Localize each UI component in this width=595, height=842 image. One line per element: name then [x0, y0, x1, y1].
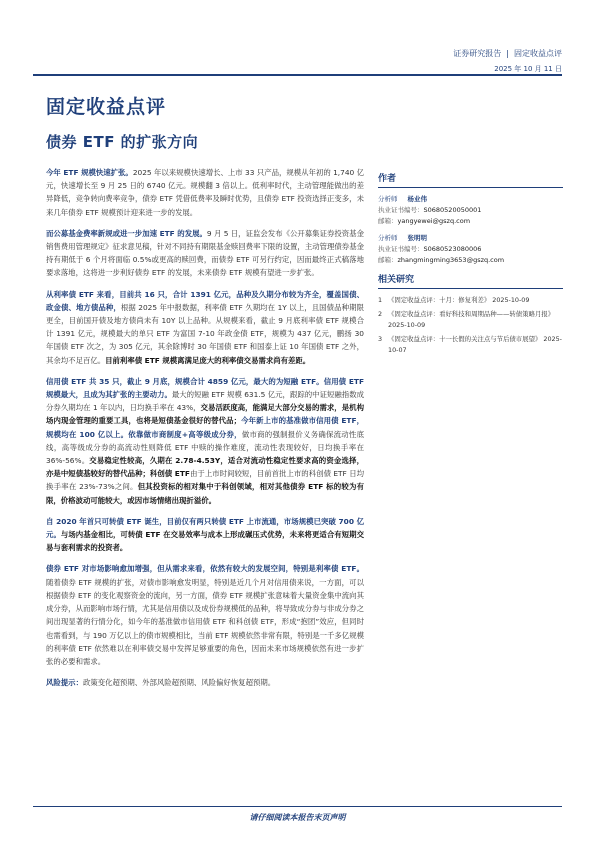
license-number: S0680523080006	[423, 245, 482, 253]
paragraph-text: 由于上市时间较短，目前首批上市的科创债 ETF 日均换手率在 23%-73%之间。	[46, 469, 365, 492]
paragraph-lead: 债券 ETF 对市场影响愈加增强，但从需求来看，依然有较大的发展空间，特别是利率债 ETF。	[46, 564, 364, 574]
analyst-email-row	[378, 216, 563, 227]
paragraph-emphasis: 但其投资标的相对集中于科创领域，相对其他债券 ETF 标的较为有限，价格波动可能较大，或因市场情绪出现折溢价。	[46, 482, 364, 505]
paragraph-lead: 自 2020 年首只可转债 ETF 诞生，目前仅有两只转债 ETF 上市流通，市场规模已突破 700 亿元。	[46, 516, 364, 540]
analyst-email-link[interactable]: yangyewei@gszq.com	[397, 217, 471, 225]
sidebar	[378, 171, 563, 359]
paragraph-market-impact	[46, 562, 364, 668]
paragraph-text: 2025 年以来规模快速增长、上市 33 只产品，规模从年初的 1,740 亿元，快速增长至 9 月 25 日的 6740 亿元。规模翻 3 倍以上。低利率时代，主动管理能做出的差异降低，竞争转向费率竞争，债券 ETF 凭借低费率及瞬时优势，且债券 ETF 投资选择正变多，未来几年债券 ETF 规模预计迎来进一步的发展。	[46, 168, 364, 217]
paragraph-text: 做市商的强制报价义务确保流动性底线，高等级成分券的高流动性则降低 ETF 中赎的操作难度，流动性表现较好，日均换手率在 36%-56%。	[46, 429, 364, 466]
report-type: 固定收益点评	[46, 96, 167, 118]
paragraph-text: 根据 2025 年中报数据，利率债 ETF 久期均在 1Y 以上，且国债品种期限更全，目前国开债及地方债尚未有 10Y 以上品种。从规模来看，截止 9 月底利率债 ETF 规模合计 1391 亿元，规模最大的单只 ETF 为富国 7-10 年政金债 ETF，规模为 437 亿元，鹏扬 30 年国债 ETF 次之，为 305 亿元，其余除博时 30 年国债 ETF 和国泰上证 10 年国债 ETF 之外，其余均不足百亿。	[46, 302, 364, 365]
related-item-number: 3	[378, 335, 383, 343]
report-date: 2025 年 10 月 11 日	[494, 65, 562, 73]
analyst-email-row	[378, 255, 563, 266]
analyst-name: 张明明	[407, 234, 427, 242]
paragraph-emphasis: 今年新上市的基准做市信用债 ETF，规模均在 100 亿以上。依靠做市商制度+高等级成分券，	[46, 416, 364, 439]
related-item-text	[388, 309, 563, 331]
header-tag-separator: |	[506, 49, 509, 58]
paragraph-text: 随着债券 ETF 规模的扩张，对债市影响愈发明显，特别是近几个月对信用债来说，一方面，可以根据债券 ETF 的变化观察资金的流向，另一方面，债券 ETF 规模扩张意味着大量资金集中流向其成分券，从而影响市场行情，尤其是信用债以及成份券规模低的品种，将导致成分券与非成分券之间出现显著的行情分化，如今年的基准做市信用债 ETF 和科创债 ETF，形成“抱团”效应，但同时也需看到，与 190 万亿以上的债市规模相比，当前 ETF 规模依然非常有限，特别是一千多亿规模的利率债 ETF 依然难以在利率债交易中发挥足够重要的角色，因而未来市场规模依然有进一步扩张的必要和需求。	[46, 577, 364, 666]
email-label: 邮箱：	[378, 256, 398, 264]
paragraph-convertible-etf	[46, 515, 364, 555]
related-item-text	[388, 295, 529, 306]
email-label: 邮箱：	[378, 217, 398, 225]
related-item-title: 《固定收益点评：十一长假的关注点与节后债市展望》	[388, 335, 542, 343]
license-number: S0680520050001	[423, 206, 482, 214]
paragraph-text: 政策变化超预期、外部风险超预期、风险偏好恢复超预期。	[82, 678, 276, 688]
related-item-title: 《固定收益点评：十月：修复利差》	[388, 296, 491, 304]
related-item-number: 1	[378, 296, 383, 304]
paragraph-rate-bond-etf	[46, 288, 364, 367]
header-tag-right: 固定收益点评	[514, 49, 562, 58]
related-item-date: 2025-10-09	[492, 296, 530, 304]
analyst-name: 杨业伟	[407, 195, 427, 203]
paragraph-fee-rule	[46, 227, 364, 280]
analyst-name-row	[378, 194, 563, 205]
paragraph-emphasis: 交易活跃度高，能满足大部分交易的需求，是机构场内现金管理的重要工具，也将是短债基金很好的替代品；	[46, 403, 364, 426]
analyst-role: 分析师	[378, 195, 398, 203]
header-tag-left: 证券研究报告	[453, 49, 502, 58]
related-item-title: 《固定收益点评：看好科技和周期品种——转债策略月报》	[388, 310, 555, 318]
paragraph-lead: 从利率债 ETF 来看，目前共 16 只，合计 1391 亿元，品种及久期分布较为齐全，覆盖国债、政金债、地方债品种，	[46, 289, 364, 312]
analyst-email-link[interactable]: zhangmingming3653@gszq.com	[397, 256, 505, 264]
paragraph-risk-warning	[46, 676, 364, 689]
analyst-role: 分析师	[378, 234, 398, 242]
paragraph-emphasis: 与场内基金相比，可转债 ETF 在交易效率与成本上形成碾压式优势，未来将更适合有短期交易与套利需求的投资者。	[46, 530, 364, 553]
footer-disclaimer: 请仔细阅读本报告末页声明	[249, 813, 346, 822]
related-research-item[interactable]	[378, 334, 563, 356]
related-item-text	[388, 334, 563, 356]
analyst-card	[378, 233, 563, 266]
license-label: 执业证书编号：	[378, 245, 424, 253]
paragraph-lead: 今年 ETF 规模快速扩张。	[46, 168, 133, 177]
related-item-number: 2	[378, 310, 383, 318]
license-label: 执业证书编号：	[378, 206, 424, 214]
analyst-license-row	[378, 244, 563, 255]
paragraph-lead: 信用债 ETF 共 35 只，截止 9 月底，规模合计 4859 亿元，最大的为短融 ETF。信用债 ETF 规模最大，且成为其扩张的主要动力。	[46, 376, 364, 400]
main-body	[46, 166, 364, 697]
header-divider	[33, 74, 562, 76]
analyst-license-row	[378, 205, 563, 216]
related-research-heading: 相关研究	[378, 272, 563, 289]
related-item-date: 2025-10-07	[388, 335, 562, 354]
paragraph-lead: 风险提示：	[46, 678, 83, 688]
paragraph-text: 9 月 5 日，证监会发布《公开募集证券投资基金销售费用管理规定》征求意见稿，针对不同持有期限基金赎回费率下限的设置，主动管理债券基金持有期低于 6 个月将面临 0.5%或更高的赎回费，而债券 ETF 可另行约定，因而最终正式稿落地要求落地，这将进一步利好债券 ETF 的发展，未来债券 ETF 规模有望进一步扩张。	[46, 228, 364, 278]
paragraph-etf-growth	[46, 166, 364, 219]
related-research-item[interactable]	[378, 309, 563, 331]
paragraph-emphasis: 目前利率债 ETF 规模离满足庞大的利率债交易需求尚有差距。	[105, 355, 311, 365]
paragraph-lead: 而公募基金费率新规或进一步加速 ETF 的发展。	[46, 228, 207, 238]
paragraph-credit-bond-etf	[46, 375, 364, 507]
footer-divider	[33, 806, 562, 807]
analyst-name-row	[378, 233, 563, 244]
paragraph-emphasis: 交易稳定性较高，久期在 2.78-4.53Y，适合对流动性稳定性要求高的资金选择，亦是中短债基较好的替代品种；科创债 ETF	[46, 456, 364, 479]
report-title: 债券 ETF 的扩张方向	[46, 133, 199, 151]
paragraph-text: 最大的短融 ETF 规模 631.5 亿元，跟踪的中证短融指数成分券久期均在 1 年以内，日均换手率在 43%，	[46, 390, 364, 413]
header-report-tag	[453, 48, 562, 59]
related-research-item[interactable]	[378, 295, 563, 306]
analyst-card	[378, 194, 563, 227]
related-item-date: 2025-10-09	[388, 321, 426, 329]
authors-heading: 作者	[378, 171, 563, 188]
